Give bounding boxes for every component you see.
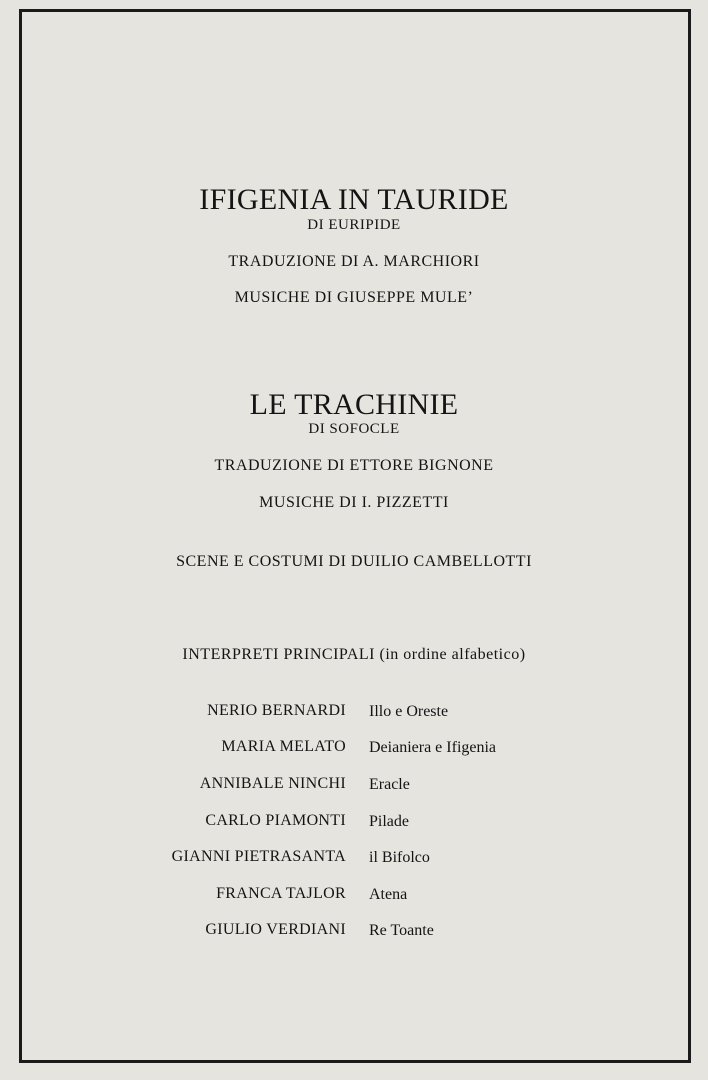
play2-music: MUSICHE DI I. PIZZETTI xyxy=(259,494,449,511)
play2-translation: TRADUZIONE DI ETTORE BIGNONE xyxy=(214,457,494,474)
cast-actor: MARIA MELATO xyxy=(221,738,346,755)
cast-actor: ANNIBALE NINCHI xyxy=(199,775,346,792)
scenes-credit: SCENE E COSTUMI DI DUILIO CAMBELLOTTI xyxy=(176,553,532,570)
cast-actor: NERIO BERNARDI xyxy=(207,702,346,719)
play1-author: DI EURIPIDE xyxy=(307,217,401,233)
play2-author: DI SOFOCLE xyxy=(308,421,400,437)
cast-heading: INTERPRETI PRINCIPALI (in ordine alfabetico) xyxy=(182,646,526,663)
cast-actor: GIULIO VERDIANI xyxy=(205,921,346,938)
cast-role: Illo e Oreste xyxy=(369,703,449,720)
cast-role: Pilade xyxy=(369,813,409,830)
cast-role: Deianiera e Ifigenia xyxy=(369,739,497,756)
cast-role: Atena xyxy=(369,886,408,903)
cast-actor: GIANNI PIETRASANTA xyxy=(171,848,346,865)
cast-role: Eracle xyxy=(369,776,410,793)
play1-title: IFIGENIA IN TAURIDE xyxy=(199,183,509,216)
play1-music: MUSICHE DI GIUSEPPE MULE’ xyxy=(234,289,474,306)
cast-actor: FRANCA TAJLOR xyxy=(216,885,346,902)
page-border xyxy=(19,9,691,1063)
play2-title: LE TRACHINIE xyxy=(249,388,459,421)
cast-role: Re Toante xyxy=(369,922,434,939)
play1-translation: TRADUZIONE DI A. MARCHIORI xyxy=(228,253,480,270)
cast-actor: CARLO PIAMONTI xyxy=(205,812,346,829)
cast-role: il Bifolco xyxy=(369,849,430,866)
